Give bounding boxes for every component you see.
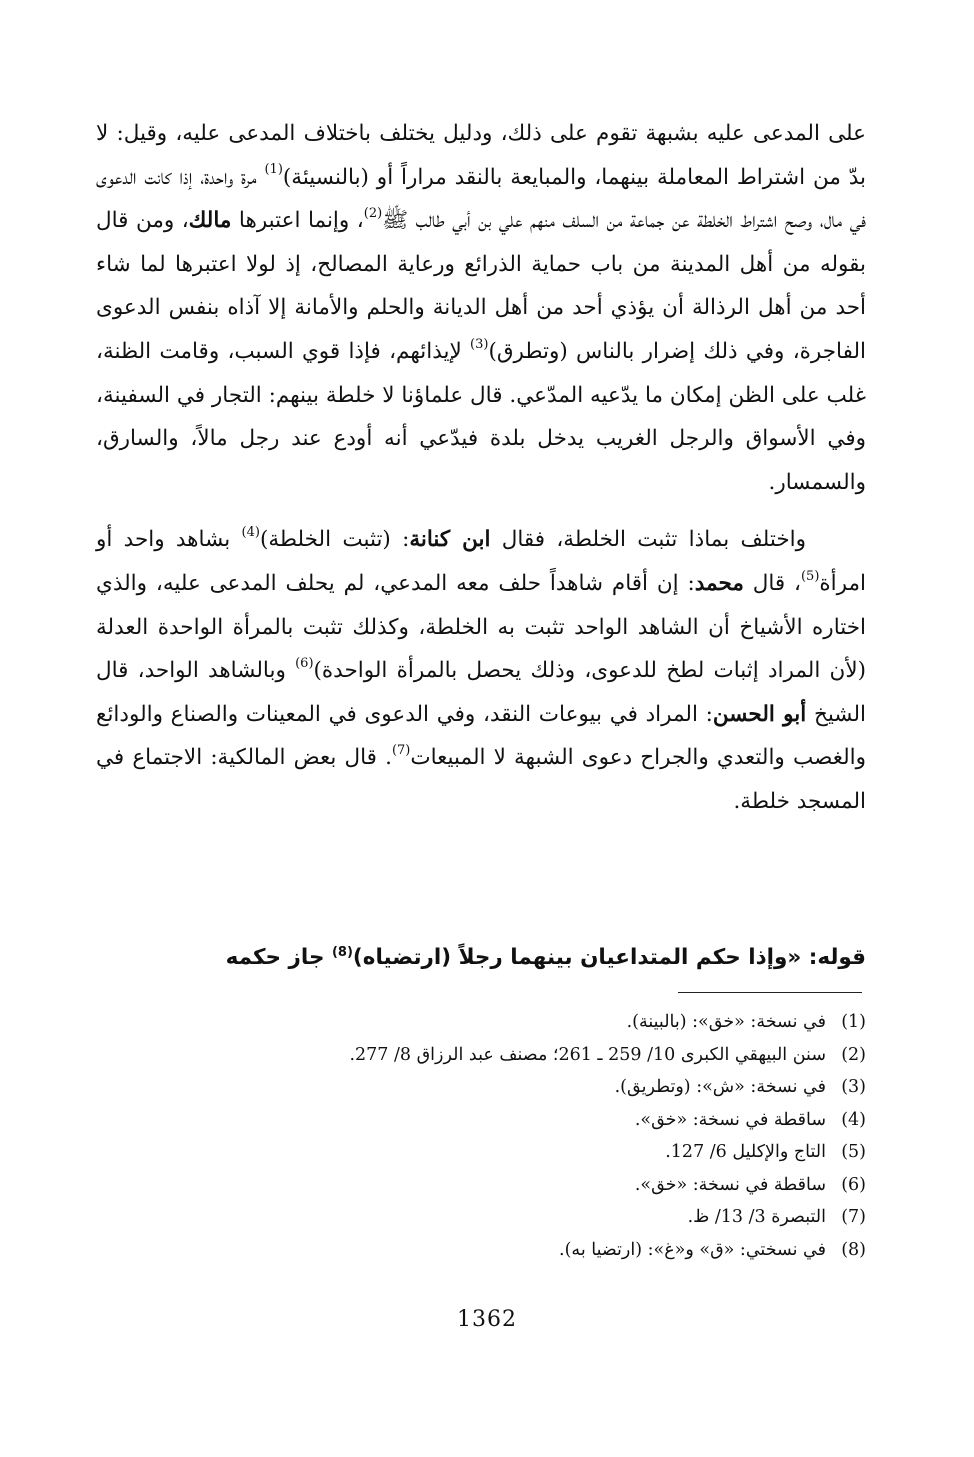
paragraph-2 [96,518,866,823]
section-heading [96,938,866,978]
text-run: واختلف بماذا تثبت الخلطة، فقال [490,527,806,553]
footnote-item [96,1006,866,1039]
heading-text: جاز حكمه [225,945,332,970]
footnote-number: (3) [841,1077,866,1097]
footnote-text: التاج والإكليل 6/ 127. [665,1142,826,1162]
footnote-item [96,1104,866,1137]
text-run: وبالشاهد الواحد، قال الشيخ [96,658,867,727]
footnote-item [96,1071,866,1104]
footnote-item [96,1169,866,1202]
text-run: مرة واحدة، إذا كانت الدعوى في مال، وصح اشتراط الخلطة عن جماعة من السلف منهم علي بن أبي طالب ﷺ [96,164,866,234]
footnote-number: (2) [841,1044,866,1065]
footnote-number: (6) [841,1174,866,1195]
footnote-ref-3: (3) [470,336,489,352]
paragraph-1 [96,112,866,504]
footnote-item [96,1234,866,1267]
footnote-ref-7: (7) [391,743,411,759]
footnote-text: في نسخة: «خق»: (بالبينة). [626,1012,826,1032]
text-run: . قال بعض المالكية: الاجتماع في المسجد خلطة. [96,745,866,814]
text-run: : (تثبت الخلطة) [259,527,410,553]
footnote-ref-5: (5) [800,568,820,584]
name-ibn-kinana: ابن كنانة [409,527,491,553]
footnote-number: (7) [841,1207,866,1227]
main-text [96,112,866,824]
text-run: على المدعى عليه بشبهة تقوم على ذلك، ودليل يختلف باختلاف المدعى عليه، وقيل: لا بدّ من اشتراط المعاملة بينهما، والمبايعة بالنقد مراراً أو (بالنسيئة) [96,121,866,190]
footnote-text: ساقطة في نسخة: «خق». [634,1109,826,1130]
name-abu-al-hasan: أبو الحسن [712,701,807,727]
footnote-number: (5) [841,1142,866,1162]
footnote-text: في نسخة: «ش»: (وتطريق). [614,1077,826,1097]
footnote-ref-1: (1) [264,162,283,178]
page-number: 1362 [457,1307,517,1332]
footnote-item [96,1039,866,1072]
footnote-number: (4) [841,1109,866,1130]
footnote-ref-8: (8) [331,944,353,960]
text-run: ، وإنما اعتبرها [231,208,364,234]
footnote-text: سنن البيهقي الكبرى 10/ 259 ـ 261؛ مصنف عبد الرزاق 8/ 277. [349,1044,826,1065]
text-run: ، قال [743,570,801,596]
footnote-text: في نسختي: «ق» و«غ»: (ارتضيا به). [559,1239,826,1260]
footnote-ref-6: (6) [295,655,314,671]
text-run: لإيذائهم، فإذا قوي السبب، وقامت الظنة، غلب على الظن إمكان ما يدّعيه المدّعي. قال علماؤنا لا خلطة بينهم: التجار في السفينة، وفي الأسواق والرجل الغريب يدخل بلدة فيدّعي أنه أودع عند رجل مالاً، والسارق، والسمسار. [96,338,866,495]
footnote-text: التبصرة 3/ 13/ ظ. [687,1207,826,1227]
text-run: ، ومن قال بقوله من أهل المدينة من باب حماية الذرائع ورعاية المصالح، إذ لولا اعتبرها لما شاء أحد من أهل الرذالة أن يؤذي أحد من أهل الديانة والحلم والأمانة إلا آذاه بنفس الدعوى الفاجرة، وفي ذلك إضرار بالناس (وتطرق) [96,208,867,364]
text-run: بشاهد واحد أو امرأة [96,527,866,596]
footnote-divider [678,992,862,993]
footnote-item [96,1136,866,1169]
text-run: : إن أقام شاهداً حلف معه المدعي، لم يحلف المدعى عليه، والذي اختاره الأشياخ أن الشاهد الواحد تثبت به الخلطة، وكذلك تثبت بالمرأة الواحدة العدلة (لأن المراد إثبات لطخ للدعوى، وذلك يحصل بالمرأة الواحدة) [96,570,866,684]
footnote-ref-2: (2) [363,206,383,222]
text-run: : المراد في بيوعات النقد، وفي الدعوى في المعينات والصناع والودائع والغصب والتعدي والجراح دعوى الشبهة لا المبيعات [96,701,867,771]
footnote-text: ساقطة في نسخة: «خق». [634,1174,826,1195]
name-muhammad: محمد [694,570,744,596]
name-malik: مالك [188,208,232,234]
footnote-number: (8) [841,1239,866,1260]
footnote-ref-4: (4) [241,525,260,541]
heading-text: قوله: «وإذا حكم المتداعيان بينهما رجلاً (ارتضياه) [352,945,866,970]
footnotes-list [96,1006,866,1266]
footnote-item [96,1201,866,1234]
footnote-number: (1) [841,1012,866,1032]
